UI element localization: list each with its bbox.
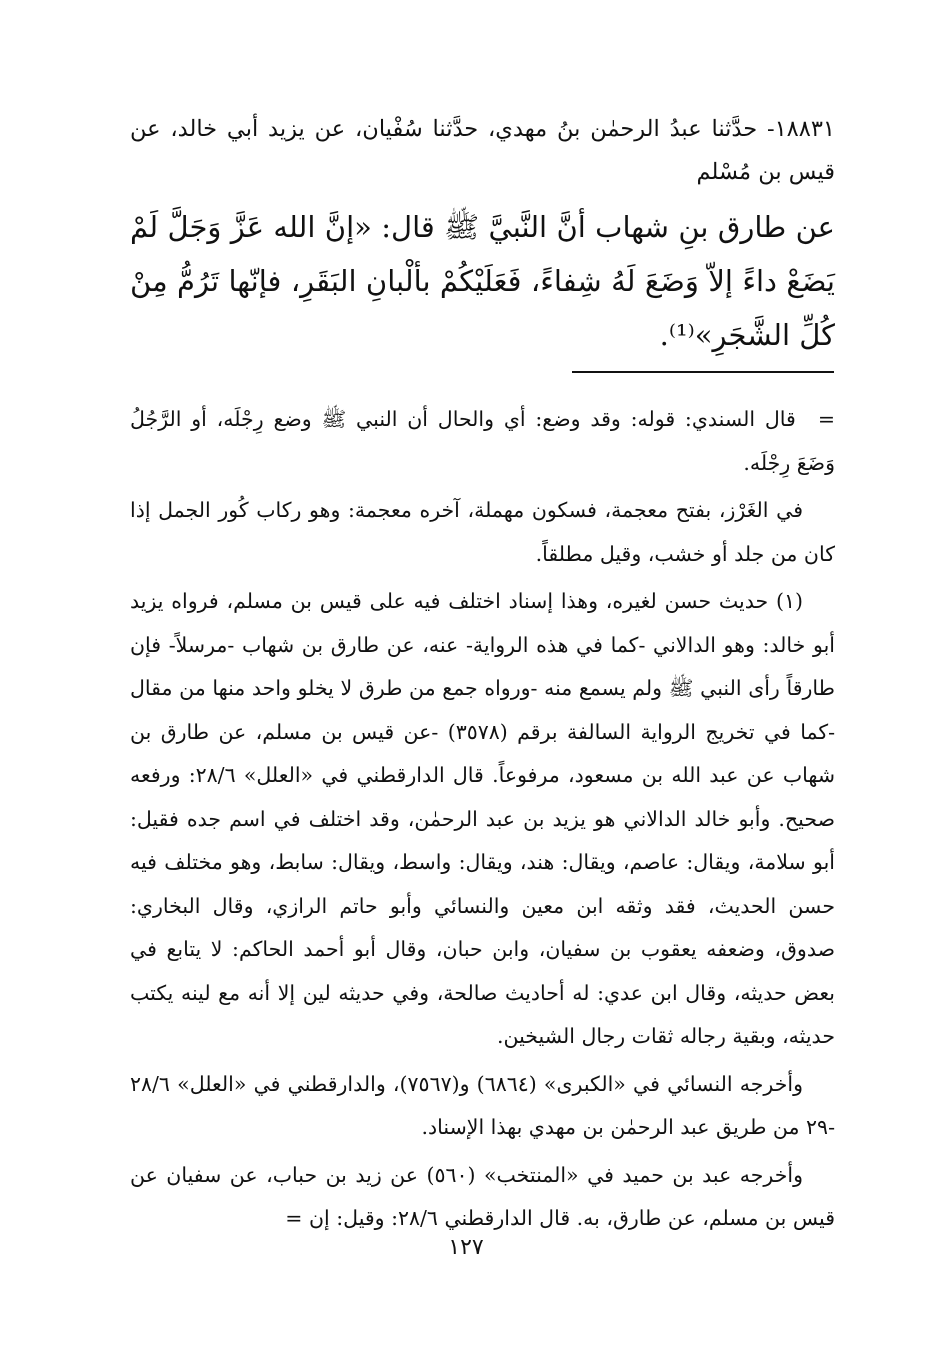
hadith-matn: عن طارق بنِ شهاب أنَّ النَّبيَّ ﷺ قال: «إنَّ الله عَزَّ وَجَلَّ لَمْ يَضَعْ داءً إلاّ وَضَعَ لَهُ شِفاءً، فَعَلَيْكُمْ بألْبانِ البَقَرِ، فإنّها تَرُمُّ مِنْ كُلِّ الشَّجَرِ»⁽¹⁾. [130, 210, 835, 352]
footnote-paragraph: في الغَرْز، بفتح معجمة، فسكون مهملة، آخره معجمة: وهو ركاب كُور الجمل إذا كان من جلد أو خشب، وقيل مطلقاً. [130, 498, 835, 566]
footnote-paragraph [130, 398, 835, 485]
footnote-text: قال السندي: قوله: وقد وضع: أي والحال أن النبي ﷺ وضع رِجْلَه، أو الرَّجُلُ وَضَعَ رِجْلَه. [130, 407, 835, 475]
hadith-isnad: ١٨٨٣١- حدَّثنا عبدُ الرحمٰن بنُ مهدي، حدَّثنا سُفْيان، عن يزيد أبي خالد، عن قيس بن مُسْلم [130, 116, 835, 185]
footnote-paragraph: وأخرجه عبد بن حميد في «المنتخب» (٥٦٠) عن زيد بن حباب، عن سفيان عن قيس بن مسلم، عن طارق، به. قال الدارقطني ٢٨/٦: وقيل: إن = [130, 1162, 835, 1230]
continuation-mark: = [817, 407, 835, 431]
page-number: ١٢٧ [448, 1235, 484, 1260]
footnote-paragraph: وأخرجه النسائي في «الكبرى» (٦٨٦٤) و(٧٥٦٧)، والدارقطني في «العلل» ٢٨/٦ -٢٩ من طريق عبد الرحمٰن بن مهدي بهذا الإسناد. [130, 1071, 835, 1139]
footnotes-section [130, 398, 835, 1245]
footnote-paragraph: (١) حديث حسن لغيره، وهذا إسناد اختلف فيه على قيس بن مسلم، فرواه يزيد أبو خالد: وهو الدالاني -كما في هذه الرواية- عنه، عن طارق بن شهاب -مرسلاً- فإن طارقاً رأى النبي ﷺ ولم يسمع منه -ورواه جمع من طرق لا يخلو واحد منها من مقال -كما في تخريج الرواية السالفة برقم (٣٥٧٨) -عن قيس بن مسلم، عن طارق بن شهاب عن عبد الله بن مسعود، مرفوعاً. قال الدارقطني في «العلل» ٢٨/٦: ورفعه صحيح. وأبو خالد الدالاني هو يزيد بن عبد الرحمٰن، وقد اختلف في اسم جده فقيل: أبو سلامة، ويقال: عاصم، ويقال: هند، ويقال: واسط، ويقال: سابط، وهو مختلف فيه حسن الحديث، فقد وثقه ابن معين والنسائي وأبو حاتم الرازي، وقال البخاري: صدوق، وضعفه يعقوب بن سفيان، وابن حبان، وقال أبو أحمد الحاكم: لا يتابع في بعض حديثه، وقال ابن عدي: له أحاديث صالحة، وفي حديثه لين إلا أنه مع لينه يكتب حديثه، وبقية رجاله ثقات رجال الشيخين. [130, 589, 836, 1048]
footnote-separator [572, 371, 834, 373]
